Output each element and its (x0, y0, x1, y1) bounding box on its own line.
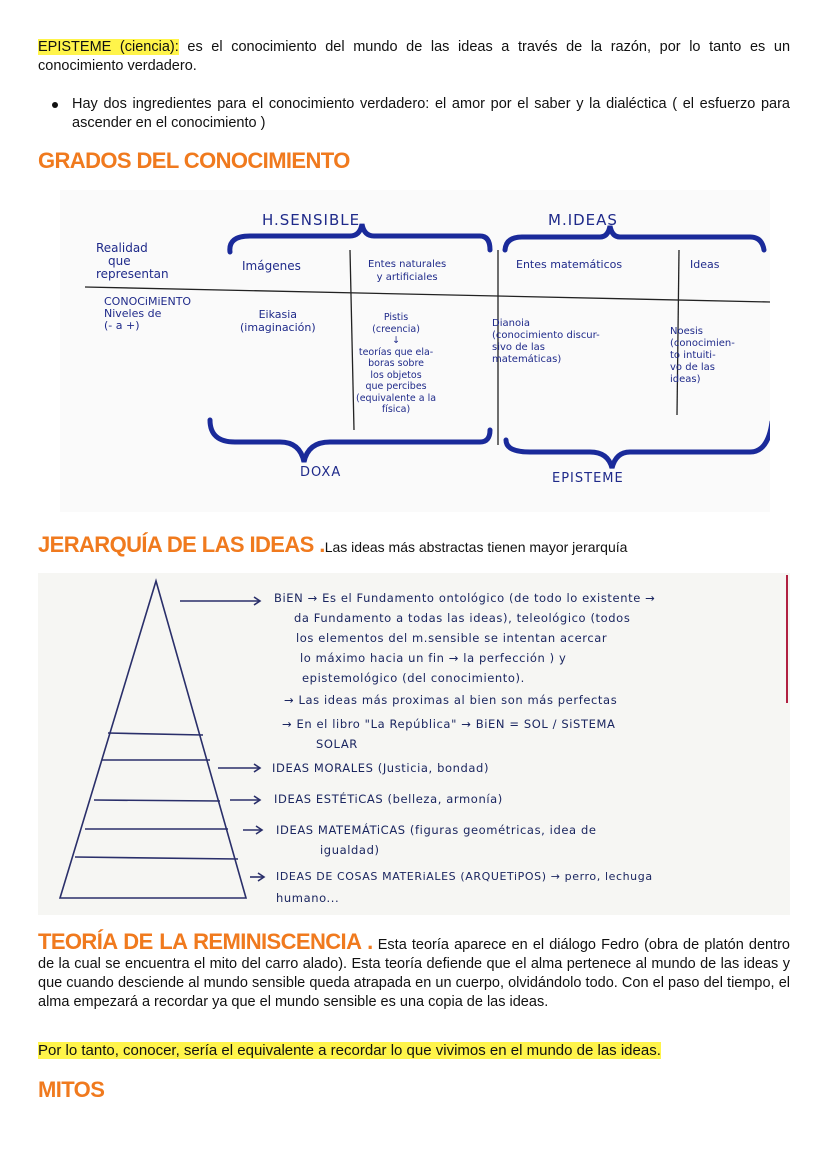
column-entes-matematicos: Entes matemáticos (516, 258, 623, 271)
brace-episteme (506, 422, 770, 468)
bullet-item (72, 95, 790, 133)
heading-grados: GRADOS DEL CONOCIMIENTO (38, 148, 350, 173)
level-ideas-morales: IDEAS MORALES (Justicia, bondad) (272, 761, 490, 775)
note-line: → En el libro "La República" → BiEN = SOL / SiSTEMA (282, 717, 616, 731)
note-line: igualdad) (320, 843, 380, 857)
label-episteme: EPISTEME (552, 471, 624, 486)
episteme-term: EPISTEME (ciencia): (38, 39, 179, 55)
level-ideas-esteticas: IDEAS ESTÉTiCAS (belleza, armonía) (274, 792, 503, 806)
episteme-definition (38, 38, 790, 76)
row-label-realidad: Realidad que representan (96, 241, 169, 281)
label-m-sensible: H.SENSIBLE (262, 211, 361, 229)
definition-text: es el conocimiento del mundo de las ideas a través de la razón, por lo tanto es un conocimiento verdadero. (38, 39, 791, 74)
bullet-icon (52, 102, 58, 108)
conclusion (38, 1041, 790, 1060)
level-ideas-materiales: IDEAS DE COSAS MATERiALES (ARQUETiPOS) → perro, lechuga (276, 870, 653, 883)
note-line: los elementos del m.sensible se intentan acercar (296, 631, 608, 645)
jerarquia-subtitle: Las ideas más abstractas tienen mayor jerarquía (324, 539, 628, 555)
row-label-conocimiento: CONOCiMiENTO Niveles de (- a +) (104, 295, 192, 332)
label-m-ideas: M.IDEAS (548, 211, 618, 229)
brace-doxa (210, 420, 490, 462)
note-line: → Las ideas más proximas al bien son más perfectas (284, 693, 618, 707)
conclusion-text: Por lo tanto, conocer, sería el equivalente a recordar lo que vivimos en el mundo de las ideas. (38, 1042, 661, 1059)
reminiscencia-paragraph (38, 929, 791, 1012)
heading-reminiscencia: TEORÍA DE LA REMINISCENCIA . (38, 929, 373, 954)
column-imagenes: Imágenes (242, 259, 301, 273)
level-noesis: Noesis (conocimien- to intuiti- vo de las ideas) (670, 326, 735, 385)
label-doxa: DOXA (300, 465, 342, 480)
note-line: epistemológico (del conocimiento). (302, 671, 525, 685)
column-ideas: Ideas (690, 258, 720, 271)
ideas-hierarchy-pyramid (38, 573, 790, 915)
brace-m-ideas (505, 226, 764, 250)
heading-jerarquia: JERARQUÍA DE LAS IDEAS .Las ideas más abstractas tienen mayor jerarquía (38, 532, 628, 557)
level-ideas-matematicas: IDEAS MATEMÁTiCAS (figuras geométricas, idea de (276, 823, 597, 837)
level-pistis: Pistis (creencia) ↓ teorías que ela- boras sobre los objetos que percibes (equivalente a la física) (356, 312, 437, 415)
column-entes-naturales: Entes naturales y artificiales (368, 259, 447, 283)
reminiscencia-text: Esta teoría aparece en el diálogo Fedro (obra de platón dentro de la cual se encuentra el mito del carro alado). Esta teoría defiende que el alma pertenece al mundo de las ideas y que cuando desciende al mundo sensible queda atrapada en un cuerpo, olvidándolo todo. Con el paso del tiempo, el alma empezará a recordar ya que el mundo sensible es una copia de las ideas. (38, 937, 791, 1010)
note-line: da Fundamento a todas las ideas), teleológico (todos (294, 611, 631, 625)
note-line: humano... (276, 891, 340, 905)
level-dianoia: Dianoia (conocimiento discur- sivo de las matemáticas) (492, 318, 600, 365)
knowledge-levels-diagram (60, 190, 770, 512)
note-line: lo máximo hacia un fin → la perfección ) y (300, 651, 567, 665)
level-eikasia: Eikasia (imaginación) (240, 308, 316, 334)
heading-mitos: MITOS (38, 1077, 105, 1102)
bullet-text: Hay dos ingredientes para el conocimiento verdadero: el amor por el saber y la dialéctica ( el esfuerzo para ascender en el conocimiento ) (72, 96, 790, 131)
note-bien: BiEN → Es el Fundamento ontológico (de todo lo existente → (274, 591, 656, 605)
note-line: SOLAR (316, 737, 358, 751)
